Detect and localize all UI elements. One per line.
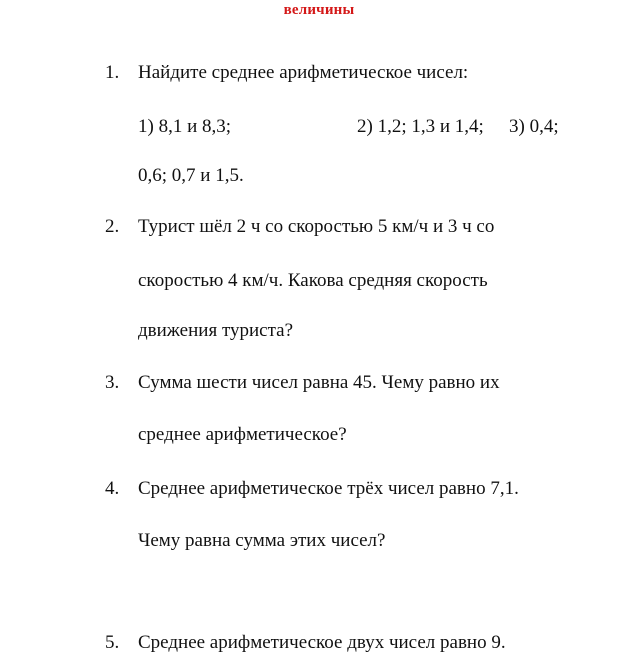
task-1-option-1: 1) 8,1 и 8,3; bbox=[138, 116, 232, 137]
task-2-line-2: скоростью 4 км/ч. Какова средняя скорость bbox=[138, 270, 488, 291]
task-4-line-1: Среднее арифметическое трёх чисел равно 7,1. bbox=[138, 478, 519, 499]
task-1-line-1: Найдите среднее арифметическое чисел: bbox=[138, 62, 469, 83]
task-2-line-1: Турист шёл 2 ч со скоростью 5 км/ч и 3 ч со bbox=[138, 216, 495, 237]
task-5-number: 5. bbox=[105, 632, 120, 653]
task-3-number: 3. bbox=[105, 372, 120, 393]
task-1-option-3: 3) 0,4; bbox=[509, 116, 559, 137]
task-3-line-2: среднее арифметическое? bbox=[138, 424, 347, 445]
task-3-line-1: Сумма шести чисел равна 45. Чему равно их bbox=[138, 372, 500, 393]
task-1-option-3-cont: 0,6; 0,7 и 1,5. bbox=[138, 165, 244, 186]
task-1-number: 1. bbox=[105, 62, 120, 83]
task-5-line-1: Среднее арифметическое двух чисел равно 9. bbox=[138, 632, 506, 653]
task-2-number: 2. bbox=[105, 216, 120, 237]
task-1-option-2: 2) 1,2; 1,3 и 1,4; bbox=[357, 116, 484, 137]
task-4-number: 4. bbox=[105, 478, 120, 499]
task-2-line-3: движения туриста? bbox=[138, 320, 293, 341]
task-4-line-2: Чему равна сумма этих чисел? bbox=[138, 530, 386, 551]
section-heading: величины bbox=[283, 2, 355, 18]
